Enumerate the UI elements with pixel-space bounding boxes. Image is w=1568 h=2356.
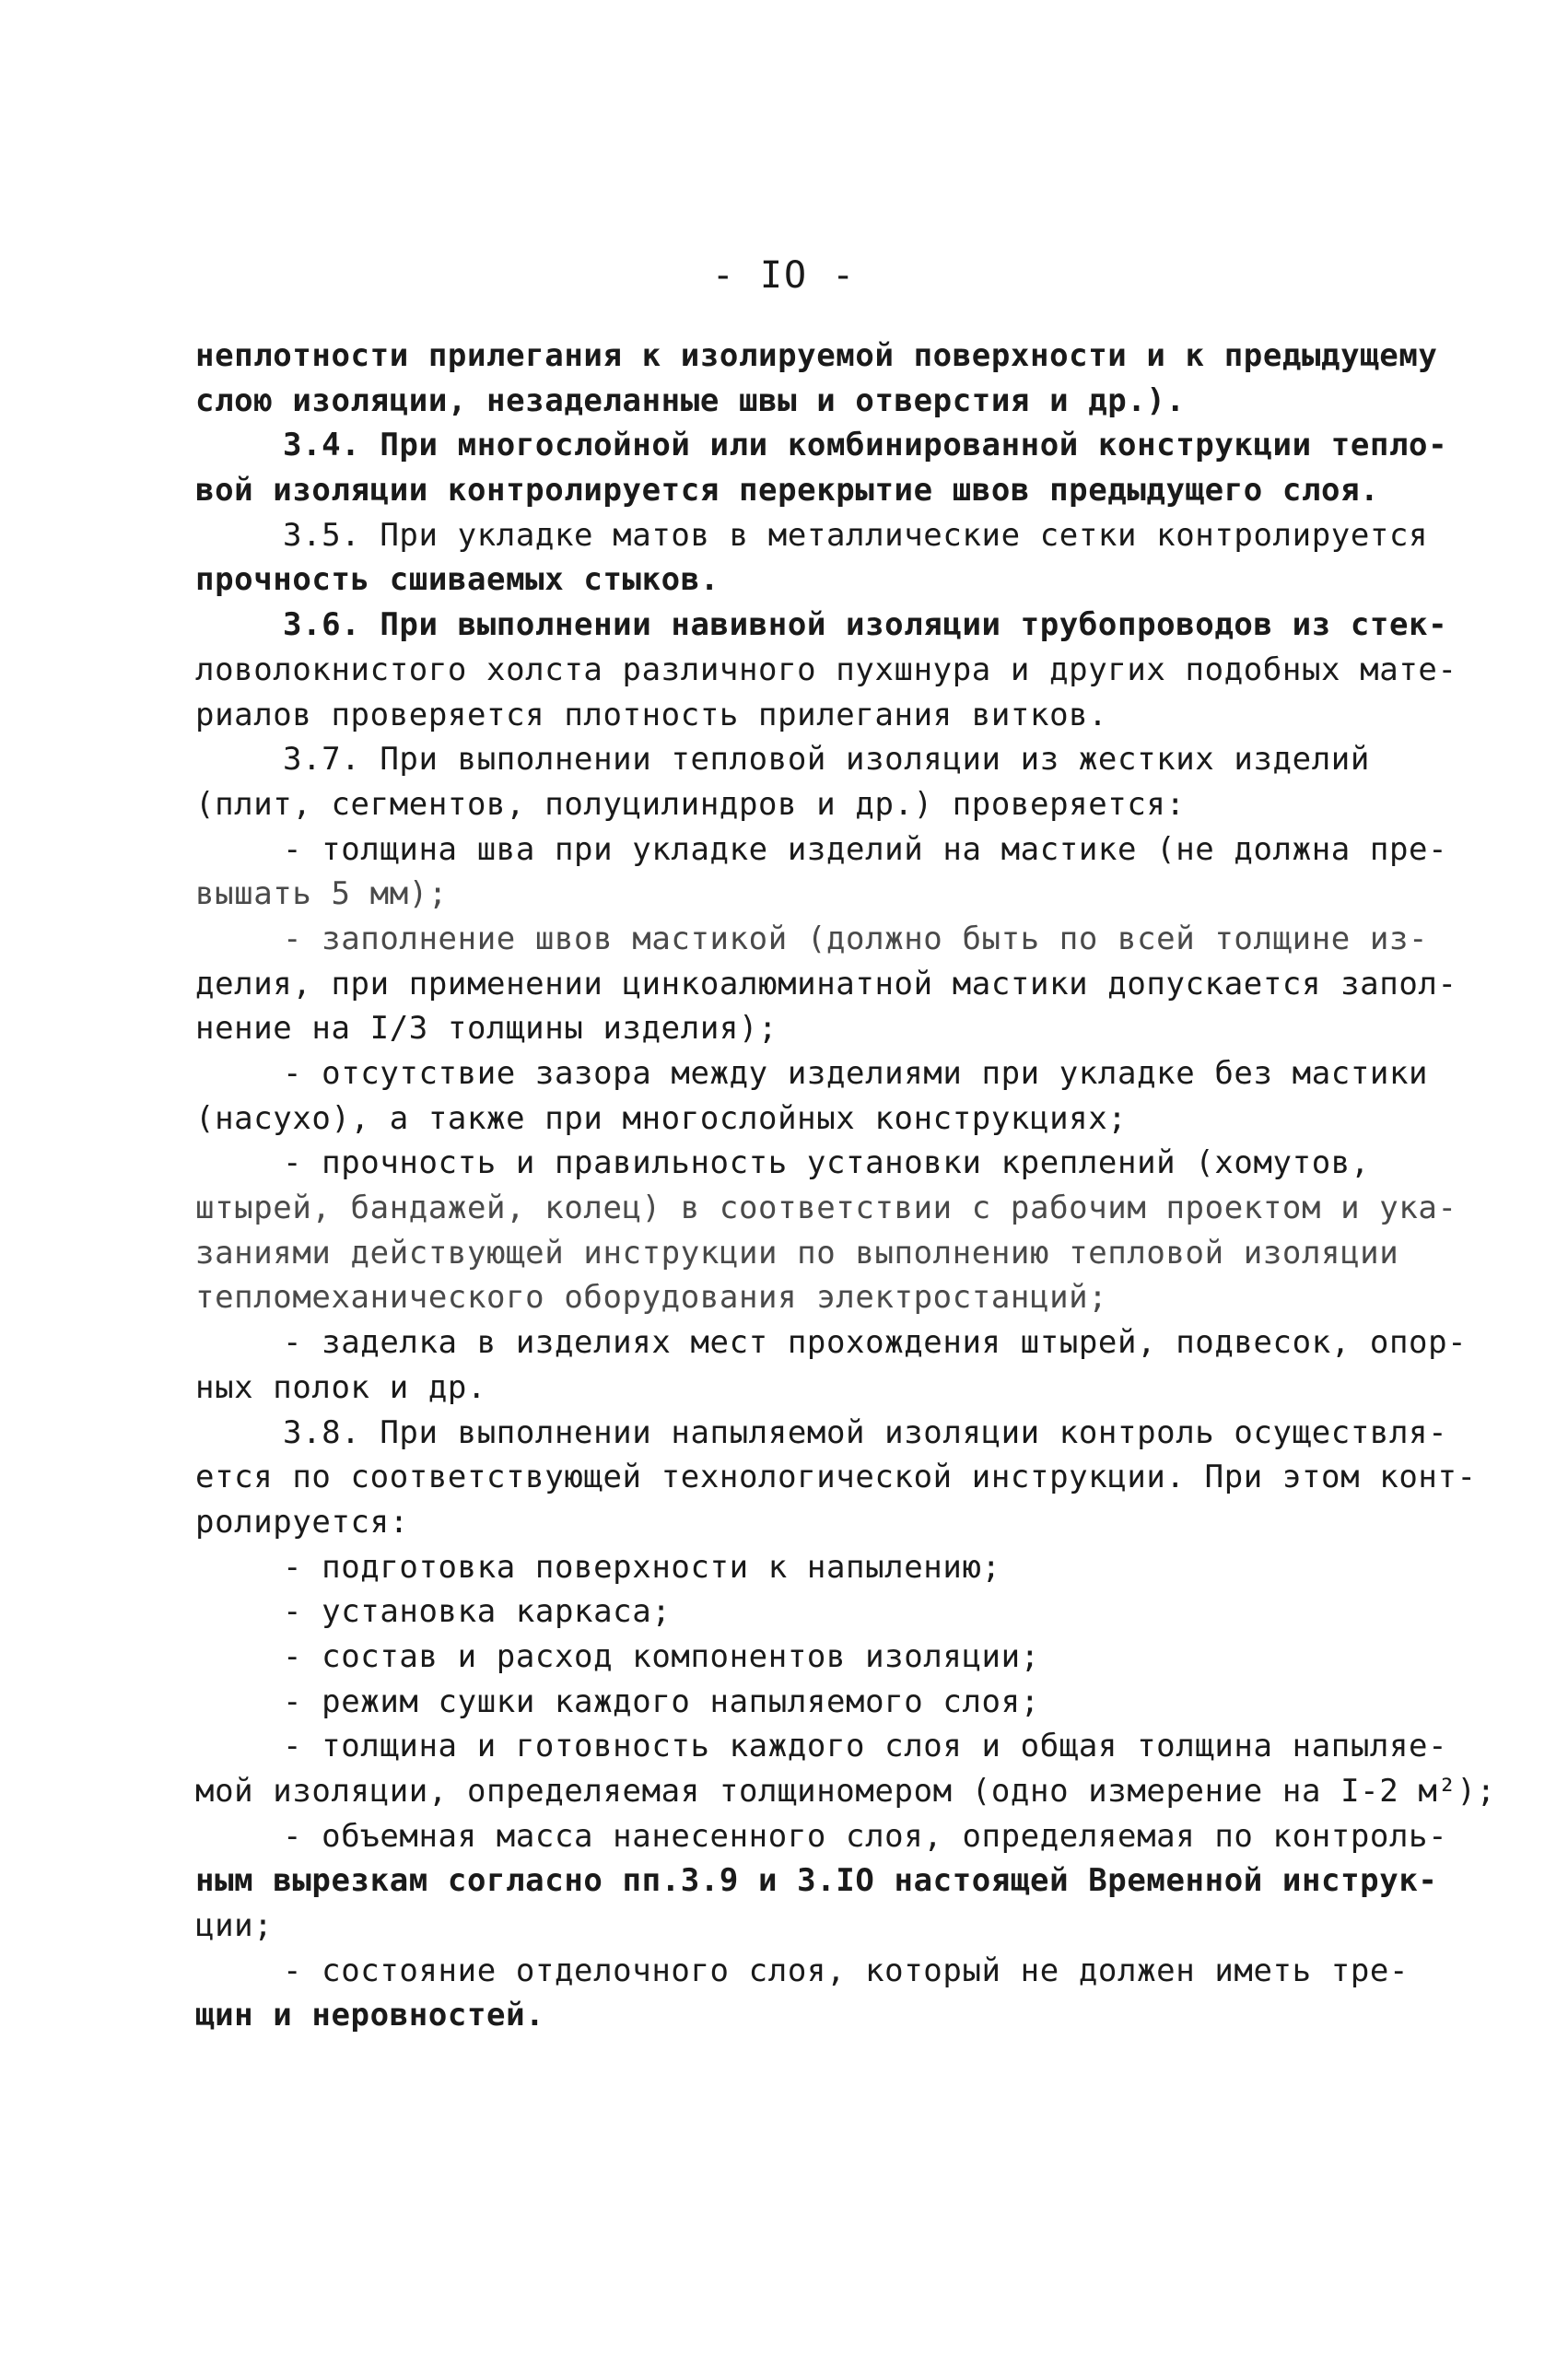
text-line: - отсутствие зазора между изделиями при укладке без мастики <box>283 1055 1429 1092</box>
document-body <box>195 334 1496 2038</box>
text-line: 3.6. При выполнении навивной изоляции трубопроводов из стек- <box>283 606 1448 644</box>
text-line: - установка каркаса; <box>283 1593 672 1631</box>
text-line: - состояние отделочного слоя, который не должен иметь тре- <box>283 1952 1410 1989</box>
text-line: неплотности прилегания к изолируемой поверхности и к предыдущему <box>195 337 1438 374</box>
text-line: - толщина и готовность каждого слоя и общая толщина напыляе- <box>283 1728 1448 1765</box>
text-line: ловолокнистого холста различного пухшнура и других подобных мате- <box>195 651 1457 688</box>
text-line: (плит, сегментов, полуцилиндров и др.) проверяется: <box>195 785 1186 823</box>
text-line: прочность сшиваемых стыков. <box>195 561 720 599</box>
text-line: - подготовка поверхности к напылению; <box>283 1548 1001 1586</box>
text-line: ется по соответствующей технологической инструкции. При этом конт- <box>195 1459 1477 1496</box>
page-number: - IO - <box>711 254 857 297</box>
text-line: 3.5. При укладке матов в металлические сетки контролируется <box>283 516 1429 554</box>
text-line: вой изоляции контролируется перекрытие швов предыдущего слоя. <box>195 472 1380 510</box>
text-line: ным вырезкам согласно пп.3.9 и 3.IO настоящей Временной инструк- <box>195 1862 1438 1900</box>
text-line: (насухо), а также при многослойных конструкциях; <box>195 1099 1128 1137</box>
text-line: риалов проверяется плотность прилегания витков. <box>195 696 1108 733</box>
text-line: заниями действующей инструкции по выполнению тепловой изоляции <box>195 1234 1399 1272</box>
text-line: - толщина шва при укладке изделий на мастике (не должна пре- <box>283 830 1448 868</box>
text-line: - заполнение швов мастикой (должно быть по всей толщине из- <box>283 920 1429 957</box>
text-line: щин и неровностей. <box>195 1997 545 2034</box>
text-line: 3.4. При многослойной или комбинированной конструкции тепло- <box>283 427 1448 464</box>
text-line: мой изоляции, определяемая толщиномером (одно измерение на I-2 м²); <box>195 1773 1496 1810</box>
text-line: тепломеханического оборудования электростанций; <box>195 1279 1108 1317</box>
text-line: - режим сушки каждого напыляемого слоя; <box>283 1682 1040 1720</box>
text-line: - объемная масса нанесенного слоя, определяемая по контроль- <box>283 1817 1448 1855</box>
text-line: ролируется: <box>195 1503 409 1541</box>
text-line: - состав и расход компонентов изоляции; <box>283 1637 1040 1675</box>
text-line: ных полок и др. <box>195 1368 487 1406</box>
text-line: нение на I/3 толщины изделия); <box>195 1010 778 1048</box>
text-line: слою изоляции, незаделанные швы и отверстия и др.). <box>195 381 1186 419</box>
text-line: штырей, бандажей, колец) в соответствии с рабочим проектом и ука- <box>195 1190 1457 1227</box>
text-line: ции; <box>195 1907 274 1945</box>
text-line: 3.8. При выполнении напыляемой изоляции контроль осуществля- <box>283 1413 1448 1451</box>
text-line: делия, при применении цинкоалюминатной мастики допускается запол- <box>195 965 1457 1002</box>
text-line: - заделка в изделиях мест прохождения штырей, подвесок, опор- <box>283 1324 1468 1362</box>
text-line: вышать 5 мм); <box>195 875 448 913</box>
text-line: - прочность и правильность установки креплений (хомутов, <box>283 1144 1370 1182</box>
text-line: 3.7. При выполнении тепловой изоляции из жестких изделий <box>283 741 1370 779</box>
